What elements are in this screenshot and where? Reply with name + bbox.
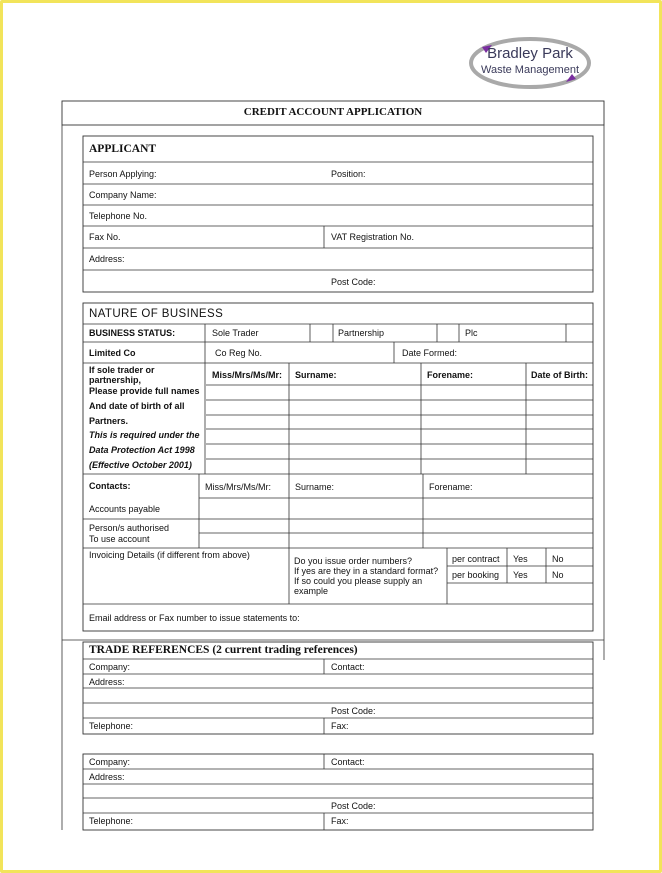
sole-note-4: And date of birth of all (89, 401, 185, 411)
order-question-3: If so could you please supply an (294, 576, 423, 586)
ref2-company-label: Company: (89, 757, 131, 767)
invoicing-label: Invoicing Details (if different from above) (89, 550, 250, 560)
authorised-label-1: Person/s authorised (89, 523, 170, 533)
nature-heading: NATURE OF BUSINESS (89, 308, 224, 320)
logo-line-2: Waste Management (480, 64, 580, 76)
contacts-label: Contacts: (89, 481, 131, 491)
ref2-telephone-label: Telephone: (89, 816, 134, 826)
post-code-label: Post Code: (331, 277, 376, 287)
order-question-2: If yes are they in a standard format? (294, 566, 439, 576)
accounts-payable-label: Accounts payable (89, 504, 161, 514)
per-booking-label: per booking (452, 570, 500, 580)
co-reg-label: Co Reg No. (215, 348, 263, 358)
ref1-contact-label: Contact: (331, 662, 365, 672)
date-formed-label: Date Formed: (402, 348, 458, 358)
partner-forename-header: Forename: (427, 370, 474, 380)
trade-heading: TRADE REFERENCES (2 current trading references) (89, 644, 358, 656)
ref1-address-label: Address: (89, 677, 125, 687)
ref2-address-label: Address: (89, 772, 125, 782)
per-contract-yes[interactable]: Yes (513, 554, 528, 564)
ref2-fax-label: Fax: (331, 816, 349, 826)
business-status-label: BUSINESS STATUS: (89, 328, 176, 338)
sole-note-1: If sole trader or (89, 365, 155, 375)
authorised-label-2: To use account (89, 534, 150, 544)
per-booking-yes[interactable]: Yes (513, 570, 528, 580)
ref1-post-code-label: Post Code: (331, 706, 376, 716)
position-label: Position: (331, 169, 366, 179)
telephone-label: Telephone No. (89, 211, 148, 221)
dp-note-1: This is required under the (89, 430, 200, 440)
ref2-post-code-label: Post Code: (331, 801, 376, 811)
email-label: Email address or Fax number to issue statements to: (89, 613, 300, 623)
vat-label: VAT Registration No. (331, 232, 415, 242)
dp-note-2: Data Protection Act 1998 (89, 445, 195, 455)
ref1-telephone-label: Telephone: (89, 721, 134, 731)
per-contract-no[interactable]: No (552, 554, 564, 564)
per-contract-label: per contract (452, 554, 500, 564)
ref1-company-label: Company: (89, 662, 131, 672)
partner-dob-header: Date of Birth: (531, 370, 588, 380)
contacts-surname-header: Surname: (295, 482, 335, 492)
dp-note-3: (Effective October 2001) (89, 460, 192, 470)
order-question-4: example (294, 586, 329, 596)
person-applying-label: Person Applying: (89, 169, 157, 179)
contacts-forename-header: Forename: (429, 482, 473, 492)
ref1-fax-label: Fax: (331, 721, 349, 731)
sole-trader-option[interactable]: Sole Trader (212, 328, 259, 338)
partner-title-header: Miss/Mrs/Ms/Mr: (212, 370, 283, 380)
company-name-label: Company Name: (89, 190, 157, 200)
plc-option[interactable]: Plc (465, 328, 478, 338)
sole-note-3: Please provide full names (89, 386, 200, 396)
fax-label: Fax No. (89, 232, 121, 242)
address-label: Address: (89, 254, 125, 264)
order-question-1: Do you issue order numbers? (294, 556, 413, 566)
sole-note-2: partnership, (89, 375, 142, 385)
partner-surname-header: Surname: (295, 370, 337, 380)
form-title: CREDIT ACCOUNT APPLICATION (243, 106, 423, 118)
per-booking-no[interactable]: No (552, 570, 564, 580)
logo-line-1: Bradley Park (487, 45, 573, 62)
contacts-title-header: Miss/Mrs/Ms/Mr: (205, 482, 271, 492)
partnership-option[interactable]: Partnership (338, 328, 385, 338)
sole-note-5: Partners. (89, 416, 129, 426)
ref2-contact-label: Contact: (331, 757, 365, 767)
applicant-heading: APPLICANT (89, 143, 157, 155)
limited-co-label: Limited Co (89, 348, 136, 358)
